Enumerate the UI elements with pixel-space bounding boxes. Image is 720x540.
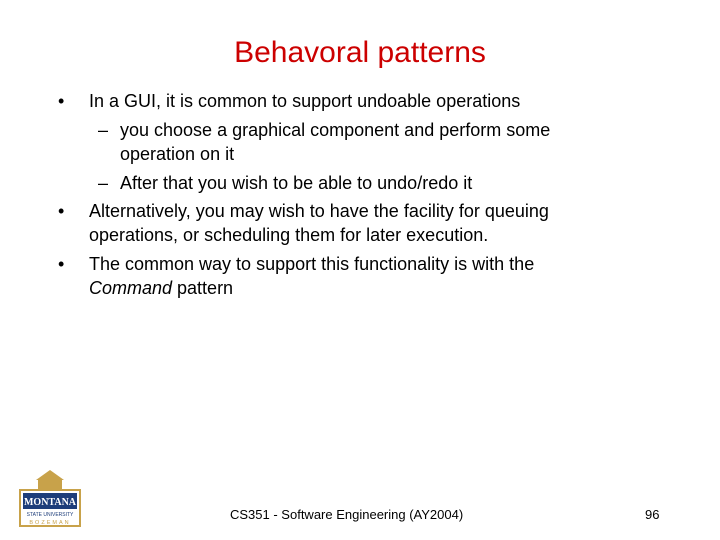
command-term: Command [89, 278, 173, 298]
bullet-2-line-1: Alternatively, you may wish to have the facility for queuing [89, 201, 549, 221]
footer-course: CS351 - Software Engineering (AY2004) [230, 507, 464, 522]
sub-bullet-2-text: After that you wish to be able to undo/redo it [120, 173, 473, 193]
logo-roof [36, 470, 64, 480]
slide-title: Behavoral patterns [234, 36, 486, 69]
bullet-marker: • [58, 91, 65, 111]
page-number: 96 [645, 507, 660, 522]
dash-marker: – [98, 173, 109, 193]
sub-bullet-1-line-2: operation on it [120, 144, 235, 164]
bullet-3-line-2 [89, 277, 233, 299]
bullet-3-line-1: The common way to support this functionality is with the [89, 254, 535, 274]
bullet-marker: • [58, 201, 65, 221]
montana-state-logo [18, 468, 82, 528]
sub-bullet-1-line-1: you choose a graphical component and perform some [120, 120, 551, 140]
bullet-3-line-2-rest: pattern [172, 278, 234, 298]
dash-marker: – [98, 120, 109, 140]
bullet-marker: • [58, 254, 65, 274]
logo-sub: STATE UNIVERSITY [26, 512, 74, 518]
bullet-2-line-2: operations, or scheduling them for later execution. [89, 225, 489, 245]
logo-name: MONTANA [23, 497, 77, 508]
logo-city: BOZEMAN [29, 520, 71, 526]
bullet-1-text: In a GUI, it is common to support undoable operations [89, 91, 521, 111]
